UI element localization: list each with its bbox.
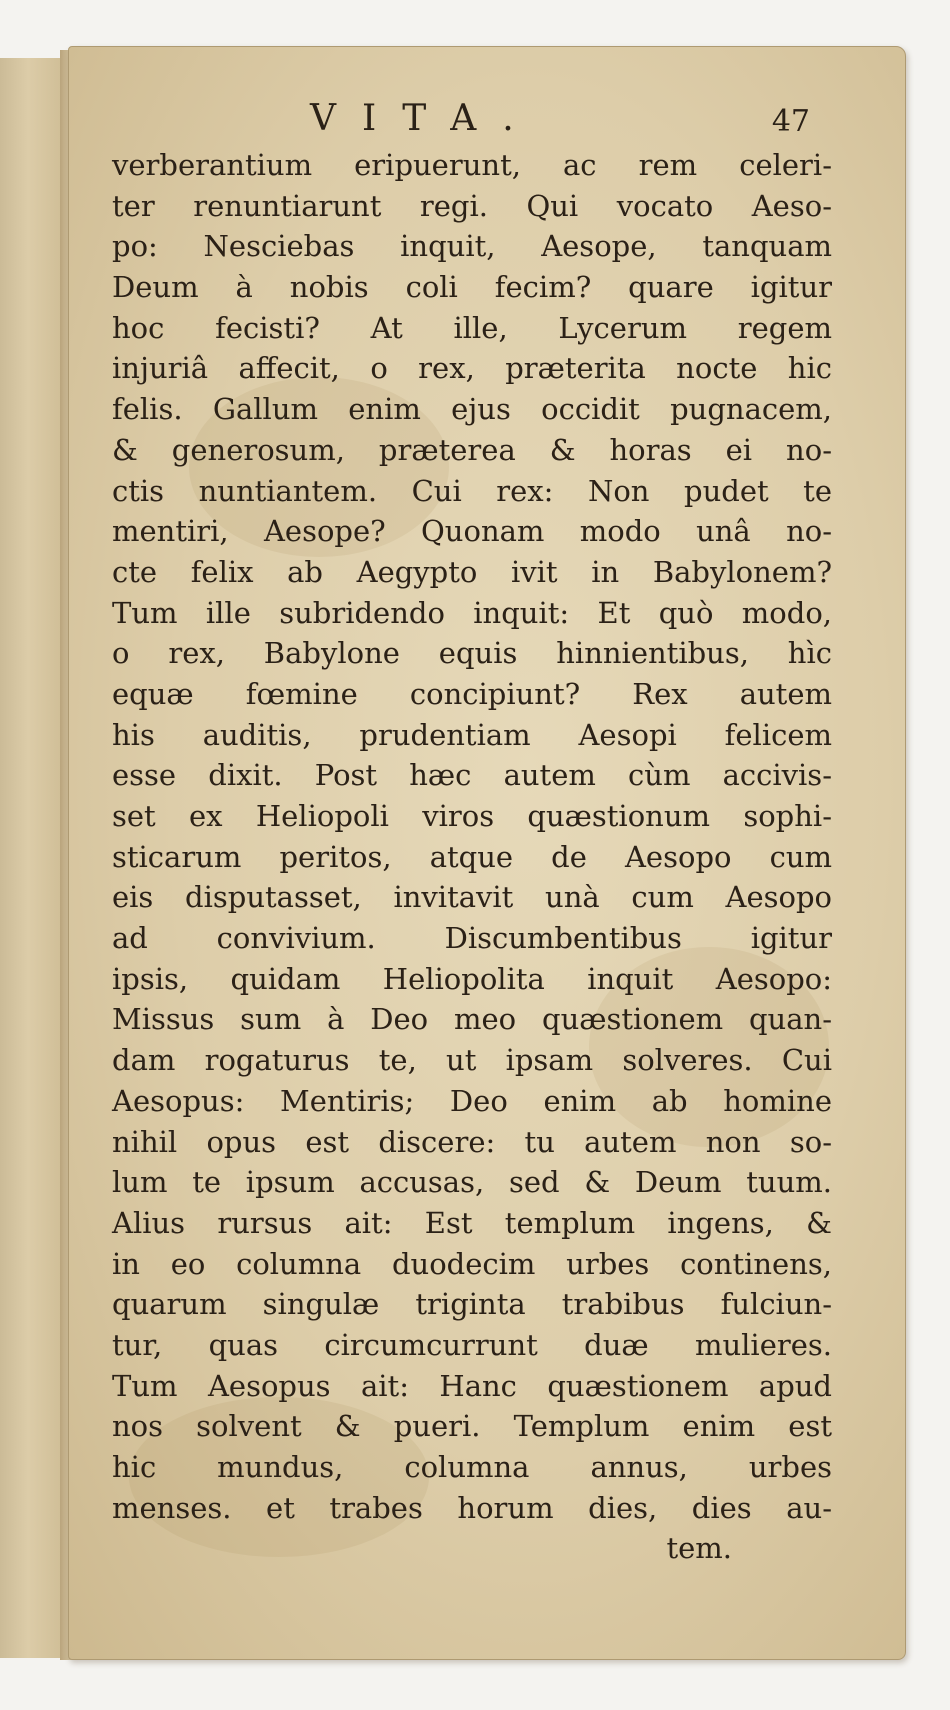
text-line: mentiri, Aesope? Quonam modo unâ no- [112,514,832,549]
text-line: eis disputasset, invitavit unà cum Aesopo [112,880,832,915]
text-line: hic mundus, columna annus, urbes [112,1450,832,1484]
running-head: VITA. [310,98,540,139]
text-line: esse dixit. Post hæc autem cùm accivis- [112,758,832,793]
text-line: Tum Aesopus ait: Hanc quæstionem apud [112,1368,832,1403]
text-line: ad convivium. Discumbentibus igitur [112,921,832,956]
text-line: menses. et trabes horum dies, dies au- [112,1490,832,1525]
body-text [112,145,832,1569]
text-line: Tum ille subridendo inquit: Et quò modo, [112,595,832,630]
text-line: Aesopus: Mentiris; Deo enim ab homine [112,1083,832,1118]
text-line: ter renuntiarunt regi. Qui vocato Aeso- [112,188,832,223]
text-line: set ex Heliopoli viros quæstionum sophi- [112,799,832,833]
text-line: in eo columna duodecim urbes continens, [112,1246,832,1281]
text-line: po: Nesciebas inquit, Aesope, tanquam [112,229,832,264]
text-line: quarum singulæ triginta trabibus fulciun- [112,1287,832,1322]
text-line: tur, quas circumcurrunt duæ mulieres. [112,1327,832,1362]
text-line: ctis nuntiantem. Cui rex: Non pudet te [112,473,832,508]
text-line: hoc fecisti? At ille, Lycerum regem [112,310,832,345]
text-line: cte felix ab Aegypto ivit in Babylonem? [112,554,832,589]
text-line: nos solvent & pueri. Templum enim est [112,1409,832,1444]
text-line: o rex, Babylone equis hinnientibus, hìc [112,636,832,671]
text-line: equæ fœmine concipiunt? Rex autem [112,676,832,711]
text-line: sticarum peritos, atque de Aesopo cum [112,839,832,874]
text-line: nihil opus est discere: tu autem non so- [112,1124,832,1159]
text-line: Alius rursus ait: Est templum ingens, & [112,1205,832,1240]
page-header [310,98,810,148]
text-line: Deum à nobis coli fecim? quare igitur [112,270,832,305]
text-line: tem. [666,1531,732,1566]
page-number: 47 [771,104,810,139]
text-line: lum te ipsum accusas, sed & Deum tuum. [112,1165,832,1200]
text-line: injuriâ affecit, o rex, præterita nocte hic [112,351,832,386]
text-line: & generosum, præterea & horas ei no- [112,432,832,467]
text-line: verberantium eripuerunt, ac rem celeri- [112,148,832,182]
text-line: dam rogaturus te, ut ipsam solveres. Cui [112,1043,832,1078]
text-line: ipsis, quidam Heliopolita inquit Aesopo: [112,961,832,996]
text-line: felis. Gallum enim ejus occidit pugnacem, [112,392,832,427]
text-line: his auditis, prudentiam Aesopi felicem [112,717,832,752]
text-line: Missus sum à Deo meo quæstionem quan- [112,1002,832,1037]
